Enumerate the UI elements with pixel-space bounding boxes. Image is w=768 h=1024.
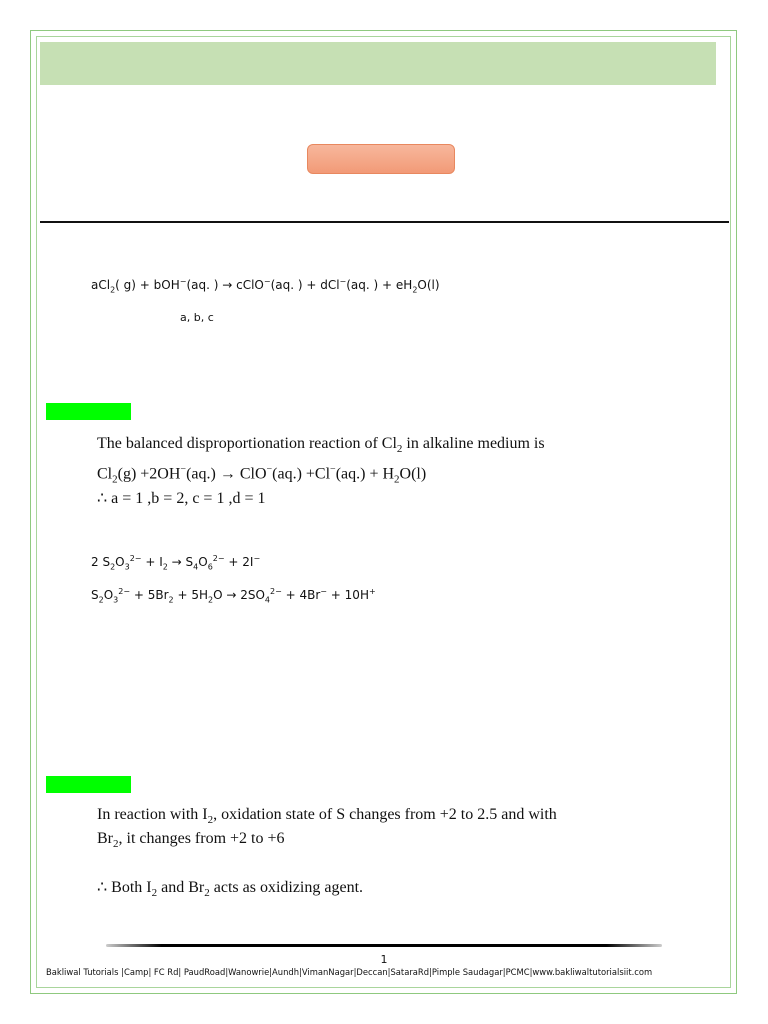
answer-tag-2 bbox=[46, 776, 131, 793]
header-band bbox=[40, 42, 716, 85]
title-pill bbox=[307, 144, 455, 174]
question2-equation2: $S_2O_3^{2-} + 5Br_2 + 5H_2O \to 2SO_4^{2-} + 4Br^- + 10H^+$ bbox=[91, 587, 376, 605]
solution1-line1: The balanced disproportionation reaction of $Cl_2$ in alkaline medium is bbox=[97, 435, 545, 456]
footer-rule bbox=[106, 944, 662, 947]
question1-equation: aCl$_2$( g) + bOH−(aq. ) → cClO−(aq. ) + dCl−(aq. ) + $eH_2O(l)$ bbox=[91, 277, 440, 295]
solution2-line3: ∴ Both $I_2$ and $Br_2$ acts as oxidizing agent. bbox=[97, 879, 364, 900]
solution1-line2: $Cl_2(g) +2OH^-(aq.) \to ClO^-(aq.) +Cl^-(aq.) + H_2O(l)$ bbox=[97, 464, 427, 486]
page-number: 1 bbox=[380, 953, 388, 966]
footer-text: Bakliwal Tutorials |Camp| FC Rd| PaudRoad|Wanowrie|Aundh|VimanNagar|Deccan|SataraRd|Pimple Saudagar|PCMC|www.bakliwaltutorialsiit.com bbox=[46, 967, 653, 977]
question2-equation1: 2 $S_2O_3^{2-} + I_2 \to S_4O_6^{2-} + 2I^-$ bbox=[91, 554, 261, 572]
question1-variables: a, b, c bbox=[180, 311, 214, 324]
solution1-line3: ∴ a = 1 ,b = 2, c = 1 ,d = 1 bbox=[97, 490, 266, 507]
solution2-line1: In reaction with $I_2$, oxidation state of S changes from +2 to 2.5 and with bbox=[97, 806, 557, 827]
section-divider bbox=[40, 221, 729, 223]
solution2-line2: $Br_2$, it changes from +2 to +6 bbox=[97, 830, 285, 851]
answer-tag-1 bbox=[46, 403, 131, 420]
